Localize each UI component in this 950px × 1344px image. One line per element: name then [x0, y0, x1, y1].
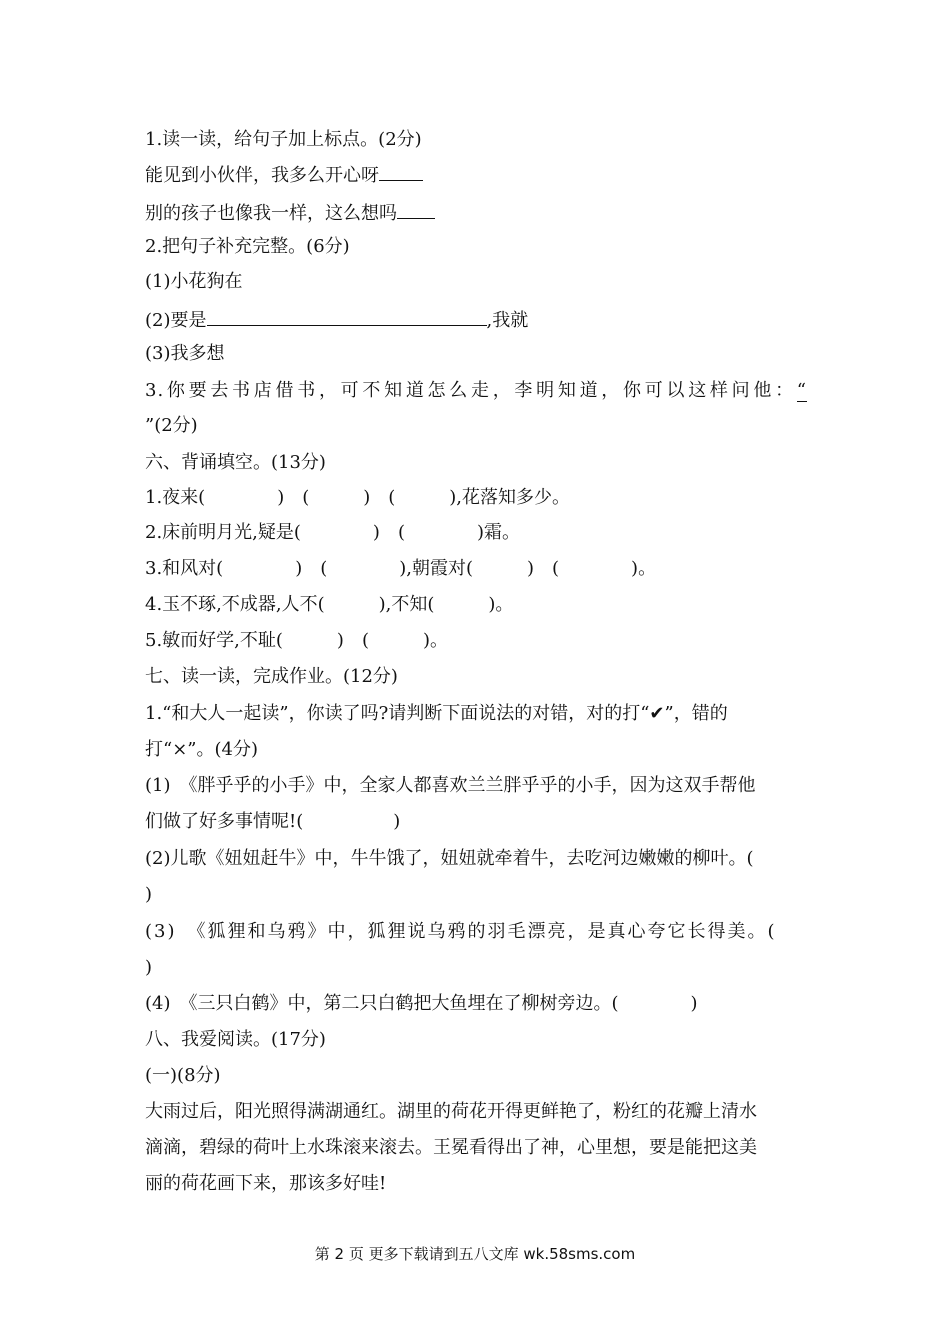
answer-blank: [207, 308, 487, 326]
judge-item-3-cont: ): [145, 957, 153, 978]
q2-item-1: (1)小花狗在: [145, 271, 243, 292]
answer-blank: [379, 163, 423, 181]
section-8-heading: 八、我爱阅读。(17分): [145, 1029, 326, 1050]
q3-text-cont: ”(2分): [145, 415, 198, 436]
section-6-heading: 六、背诵填空。(13分): [145, 452, 326, 473]
judge-question-cont: 打“×”。(4分): [145, 739, 258, 760]
q1-sentence-2: 别的孩子也像我一样，这么想吗: [145, 201, 435, 225]
recite-item-5: 5.敏而好学,不耻( ) ( )。: [145, 630, 448, 651]
judge-item-2: (2)儿歌《妞妞赶牛》中，牛牛饿了，妞妞就牵着牛，去吃河边嫩嫩的柳叶。(: [145, 848, 754, 869]
judge-item-1-cont: 们做了好多事情呢!( ): [145, 811, 401, 832]
recite-item-2: 2.床前明月光,疑是( ) ( )霜。: [145, 522, 520, 543]
judge-item-1: (1) 《胖乎乎的小手》中，全家人都喜欢兰兰胖乎乎的小手，因为这双手帮他: [145, 775, 756, 796]
q2-item-2: (2)要是 ,我就: [145, 310, 529, 331]
q2-item-3: (3)我多想: [145, 343, 225, 364]
passage-line-3: 丽的荷花画下来，那该多好哇!: [145, 1173, 387, 1194]
passage-line-1: 大雨过后，阳光照得满湖通红。湖里的荷花开得更鲜艳了，粉红的花瓣上清水: [145, 1101, 757, 1122]
judge-item-3: (3) 《狐狸和乌鸦》中，狐狸说乌鸦的羽毛漂亮，是真心夸它长得美。(: [145, 921, 777, 942]
passage-line-2: 滴滴，碧绿的荷叶上水珠滚来滚去。王冕看得出了神，心里想，要是能把这美: [145, 1137, 757, 1158]
recite-item-3: 3.和风对( ) ( ),朝霞对( ) ( )。: [145, 558, 657, 579]
recite-item-1: 1.夜来( ) ( ) ( ),花落知多少。: [145, 487, 571, 508]
section-7-heading: 七、读一读，完成作业。(12分): [145, 666, 398, 687]
q2-heading: 2.把句子补充完整。(6分): [145, 236, 350, 257]
answer-blank: [397, 201, 435, 219]
judge-question: 1.“和大人一起读”，你读了吗?请判断下面说法的对错，对的打“✔”，错的: [145, 703, 728, 724]
judge-item-2-cont: ): [145, 884, 153, 905]
reading-part-1: (一)(8分): [145, 1065, 221, 1086]
page-footer: 第 2 页 更多下载请到五八文库 wk.58sms.com: [314, 1245, 636, 1263]
q3-text: 3.你要去书店借书，可不知道怎么走，李明知道，你可以这样问他：“: [145, 380, 807, 401]
q1-sentence-1: 能见到小伙伴，我多么开心呀: [145, 163, 423, 187]
recite-item-4: 4.玉不琢,不成器,人不( ),不知( )。: [145, 594, 514, 615]
q1-heading: 1.读一读，给句子加上标点。(2分): [145, 129, 422, 150]
judge-item-4: (4) 《三只白鹤》中，第二只白鹤把大鱼埋在了柳树旁边。( ): [145, 993, 698, 1014]
